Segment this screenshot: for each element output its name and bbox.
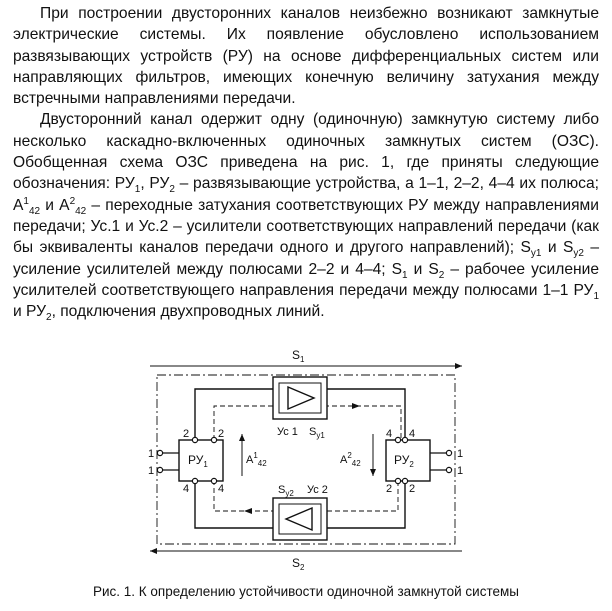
- pole-label: 2: [386, 483, 393, 495]
- p2-sup: 1: [23, 195, 29, 207]
- p2-sub: y1: [530, 248, 542, 260]
- p2-sub: 2: [169, 184, 175, 196]
- pole-label: 4: [409, 428, 416, 440]
- paragraph-2: [13, 109, 599, 322]
- body-text: [13, 3, 599, 322]
- s2-label: $S_2$: [292, 556, 305, 571]
- amplifier-1-label: Ус 1: [277, 426, 298, 438]
- figure-caption: Рис. 1. К определению устойчивости одиночной замкнутой системы: [93, 584, 519, 599]
- p2-sub: 42: [28, 205, 41, 217]
- p2-text: и РУ: [13, 303, 47, 321]
- ozs-diagram-svg: [140, 346, 472, 571]
- pole-label: 1: [457, 448, 464, 460]
- pole-label: 4: [386, 428, 393, 440]
- p2-text: – рабочее усиление усилителей соответствующего направления передачи между полюсами 1–1 РУ: [13, 260, 600, 299]
- p2-text: , подключения двухпроводных линий.: [51, 303, 325, 321]
- p2-sub: 1: [402, 269, 408, 281]
- p2-text: и A: [40, 196, 70, 214]
- pole-label: 2: [218, 428, 225, 440]
- s1-label: $S_1$: [292, 348, 305, 364]
- pole-label: 1: [148, 448, 155, 460]
- p2-sub: 2: [438, 269, 445, 281]
- p2-text: – развязывающие устройства, а 1–1, 2–2, 4–4 их полюса; A: [13, 175, 599, 214]
- p2-text: и S: [541, 239, 574, 257]
- amplifier-2-gain: $S_{у2}$: [278, 484, 294, 498]
- p2-text: – переходные затухания соответствующих РУ между направлениями передачи; Ус.1 и Ус.2 – усилители соответствующих направлений передачи (как бы эквиваленты каналов передачи одного и другого направлений); S: [13, 196, 599, 257]
- ru1-label: $РУ_1$: [188, 453, 208, 469]
- figure-ozs-diagram: [140, 346, 472, 571]
- p2-sub: y2: [573, 248, 584, 260]
- p2-text: Двусторонний канал одержит одну (одиночную) замкнутую систему либо несколько каскадно-включенных одиночных замкнутых систем (ОЗС). Обобщенная схема ОЗС приведена на рис. 1, где приняты следующие обозначения: РУ: [13, 111, 599, 193]
- p2-text: , РУ: [140, 175, 170, 193]
- p2-sub: 1: [593, 290, 599, 302]
- p2-text: – усиление усилителей между полюсами 2–2 и 4–4; S: [13, 239, 600, 278]
- a1-42-label: $A^1_{42}$: [246, 451, 267, 468]
- pole-label: 2: [183, 428, 190, 440]
- amplifier-2-label: Ус 2: [307, 484, 328, 496]
- a2-42-label: $A^2_{42}$: [340, 451, 361, 468]
- pole-label: 1: [457, 465, 464, 477]
- pole-label: 2: [409, 483, 416, 495]
- p2-text: и S: [407, 260, 439, 278]
- p2-sub: 42: [75, 205, 87, 217]
- p2-sup: 2: [69, 195, 76, 207]
- ru2-label: $РУ_2$: [394, 453, 414, 469]
- paragraph-1: При построении двусторонних каналов неизбежно возникают замкнутые электрические системы. Их появление обусловлено использованием развязывающих устройств (РУ) на основе дифференциальных систем или направляющих фильтров, имеющих конечную величину затухания между встречными направлениями передачи.: [13, 5, 599, 108]
- pole-label: 4: [218, 483, 225, 495]
- signal-arrowhead: [244, 508, 252, 514]
- p2-sub: 2: [46, 312, 52, 324]
- amplifier-1-gain: $S_{у1}$: [309, 426, 325, 440]
- pole-label: 1: [148, 465, 155, 477]
- p2-sub: 1: [134, 184, 141, 196]
- pole-label: 4: [183, 483, 190, 495]
- signal-arrowhead: [352, 403, 360, 409]
